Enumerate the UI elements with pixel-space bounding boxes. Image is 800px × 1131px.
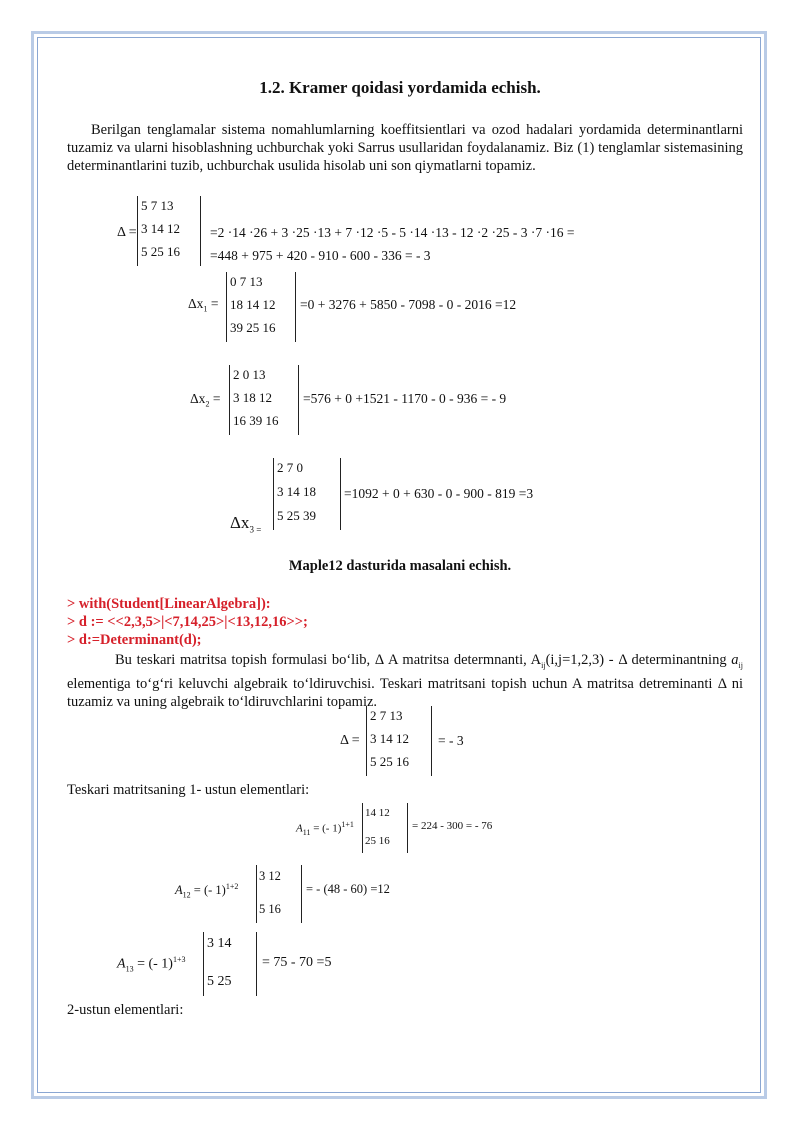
para2-asub: ij xyxy=(738,660,743,670)
a13-row-2: 5 25 xyxy=(207,974,232,989)
dx2-row-1: 2 0 13 xyxy=(233,367,266,382)
a13-matrix xyxy=(203,932,257,996)
col1-heading: Teskari matritsaning 1- ustun elementlari: xyxy=(67,782,310,798)
a12-sign: = (- 1) xyxy=(193,883,226,898)
para2-text-b: (i,j=1,2,3) - Δ determinantning xyxy=(545,652,732,668)
a12-symbol: A xyxy=(175,883,183,898)
intro-text: Berilgan tenglamalar sistema nomahlumlarning koeffitsientlari va ozod hadalari yordamida determinantlarni tuzamiz va ularni hisoblashning uchburchak yoki Sarrus usullaridan foydalanamiz. Biz (1) tenglamlar sistemasining determinantlarini tuzib, uchburchak usulida hisolab uni son qiymatlarni topamiz. xyxy=(67,122,743,174)
delta-sum: =448 + 975 + 420 - 910 - 600 - 336 = - 3 xyxy=(210,248,431,263)
dx2-sub: 2 xyxy=(205,399,210,409)
dx1-row-2: 18 14 12 xyxy=(230,297,276,312)
a13-result: = 75 - 70 =5 xyxy=(262,955,332,970)
col2-heading: 2-ustun elementlari: xyxy=(67,1002,184,1018)
dx3-row-2: 3 14 18 xyxy=(277,484,316,499)
dx2-eq: = xyxy=(212,391,221,406)
a12-result: = - (48 - 60) =12 xyxy=(306,882,390,896)
dx1-row-3: 39 25 16 xyxy=(230,320,276,335)
a12-label xyxy=(175,882,238,900)
delta-label: Δ = xyxy=(117,225,137,240)
dx1-row-1: 0 7 13 xyxy=(230,274,263,289)
dx2-symbol: Δx xyxy=(190,391,206,406)
a11-sign: = (- 1) xyxy=(313,822,342,835)
dx2-label xyxy=(190,391,220,409)
para2-sub: ij xyxy=(541,660,546,670)
delta2-row-1: 2 7 13 xyxy=(370,708,403,723)
a13-label xyxy=(117,955,185,973)
dx3-matrix xyxy=(273,458,341,530)
dx2-row-3: 16 39 16 xyxy=(233,413,279,428)
a11-label xyxy=(296,820,354,837)
delta-row-3: 5 25 16 xyxy=(141,244,180,259)
a11-matrix xyxy=(362,803,408,853)
code-line-3: > d:=Determinant(d); xyxy=(67,632,202,648)
dx1-label xyxy=(188,296,218,314)
dx2-matrix xyxy=(229,365,299,435)
para2-text-a: Bu teskari matritsa topish formulasi bo‘lib, Δ A matritsa determnanti, A xyxy=(115,652,542,668)
explanation-paragraph xyxy=(67,651,743,711)
a11-result: = 224 - 300 = - 76 xyxy=(412,820,493,832)
dx1-result: =0 + 3276 + 5850 - 7098 - 0 - 2016 =12 xyxy=(300,297,517,312)
delta-row-2: 3 14 12 xyxy=(141,221,180,236)
a12-sub: 12 xyxy=(182,890,191,900)
dx3-symbol: Δx xyxy=(230,513,250,532)
dx3-row-3: 5 25 39 xyxy=(277,508,316,523)
section-title: 1.2. Kramer qoidasi yordamida echish. xyxy=(259,78,541,97)
maple-heading: Maple12 dasturida masalani echish. xyxy=(288,558,512,574)
dx3-result: =1092 + 0 + 630 - 0 - 900 - 819 =3 xyxy=(344,486,534,501)
a11-sup: 1+1 xyxy=(341,820,354,829)
delta2-row-2: 3 14 12 xyxy=(370,731,409,746)
dx3-row-1: 2 7 0 xyxy=(277,460,303,475)
delta-expansion: =2 ·14 ·26 + 3 ·25 ·13 + 7 ·12 ·5 - 5 ·14 ·13 - 12 ·2 ·25 - 3 ·7 ·16 = xyxy=(210,225,575,240)
para2-a: a xyxy=(731,652,739,668)
a11-row-1: 14 12 xyxy=(365,807,390,819)
dx3-label xyxy=(230,513,261,534)
a12-row-2: 5 16 xyxy=(259,902,281,916)
dx1-matrix xyxy=(226,272,296,342)
delta2-matrix xyxy=(366,706,432,776)
a13-sign: = (- 1) xyxy=(137,956,173,972)
delta2-result: = - 3 xyxy=(438,733,464,748)
a11-sub: 11 xyxy=(302,827,311,837)
a11-row-2: 25 16 xyxy=(365,835,390,847)
dx1-symbol: Δx xyxy=(188,296,204,311)
dx1-sub: 1 xyxy=(203,304,208,314)
a13-sub: 13 xyxy=(125,964,134,974)
code-line-1: > with(Student[LinearAlgebra]): xyxy=(67,596,271,612)
dx2-result: =576 + 0 +1521 - 1170 - 0 - 936 = - 9 xyxy=(303,391,507,406)
dx2-row-2: 3 18 12 xyxy=(233,390,272,405)
dx1-eq: = xyxy=(210,296,219,311)
delta-matrix xyxy=(137,196,201,266)
para2-text-c: elementiga to‘g‘ri keluvchi algebraik to‘ldiruvchisi. Teskari matritsani topish uchun A matritsa detreminanti Δ ni tuzamiz va uning algebraik to‘ldiruvchlarini topamiz. xyxy=(67,675,743,710)
delta-row-1: 5 7 13 xyxy=(141,198,174,213)
intro-paragraph xyxy=(67,121,743,175)
a13-sup: 1+3 xyxy=(172,955,186,964)
dx3-sub: 3 = xyxy=(249,524,262,535)
code-line-2: > d := <<2,3,5>|<7,14,25>|<13,12,16>>; xyxy=(67,614,308,630)
a13-symbol: A xyxy=(117,956,126,972)
delta2-label: Δ = xyxy=(340,733,360,748)
delta2-row-3: 5 25 16 xyxy=(370,754,409,769)
a13-row-1: 3 14 xyxy=(207,936,232,951)
a12-matrix xyxy=(256,865,302,923)
a12-row-1: 3 12 xyxy=(259,869,281,883)
a12-sup: 1+2 xyxy=(225,882,239,891)
a11-symbol: A xyxy=(296,822,303,835)
